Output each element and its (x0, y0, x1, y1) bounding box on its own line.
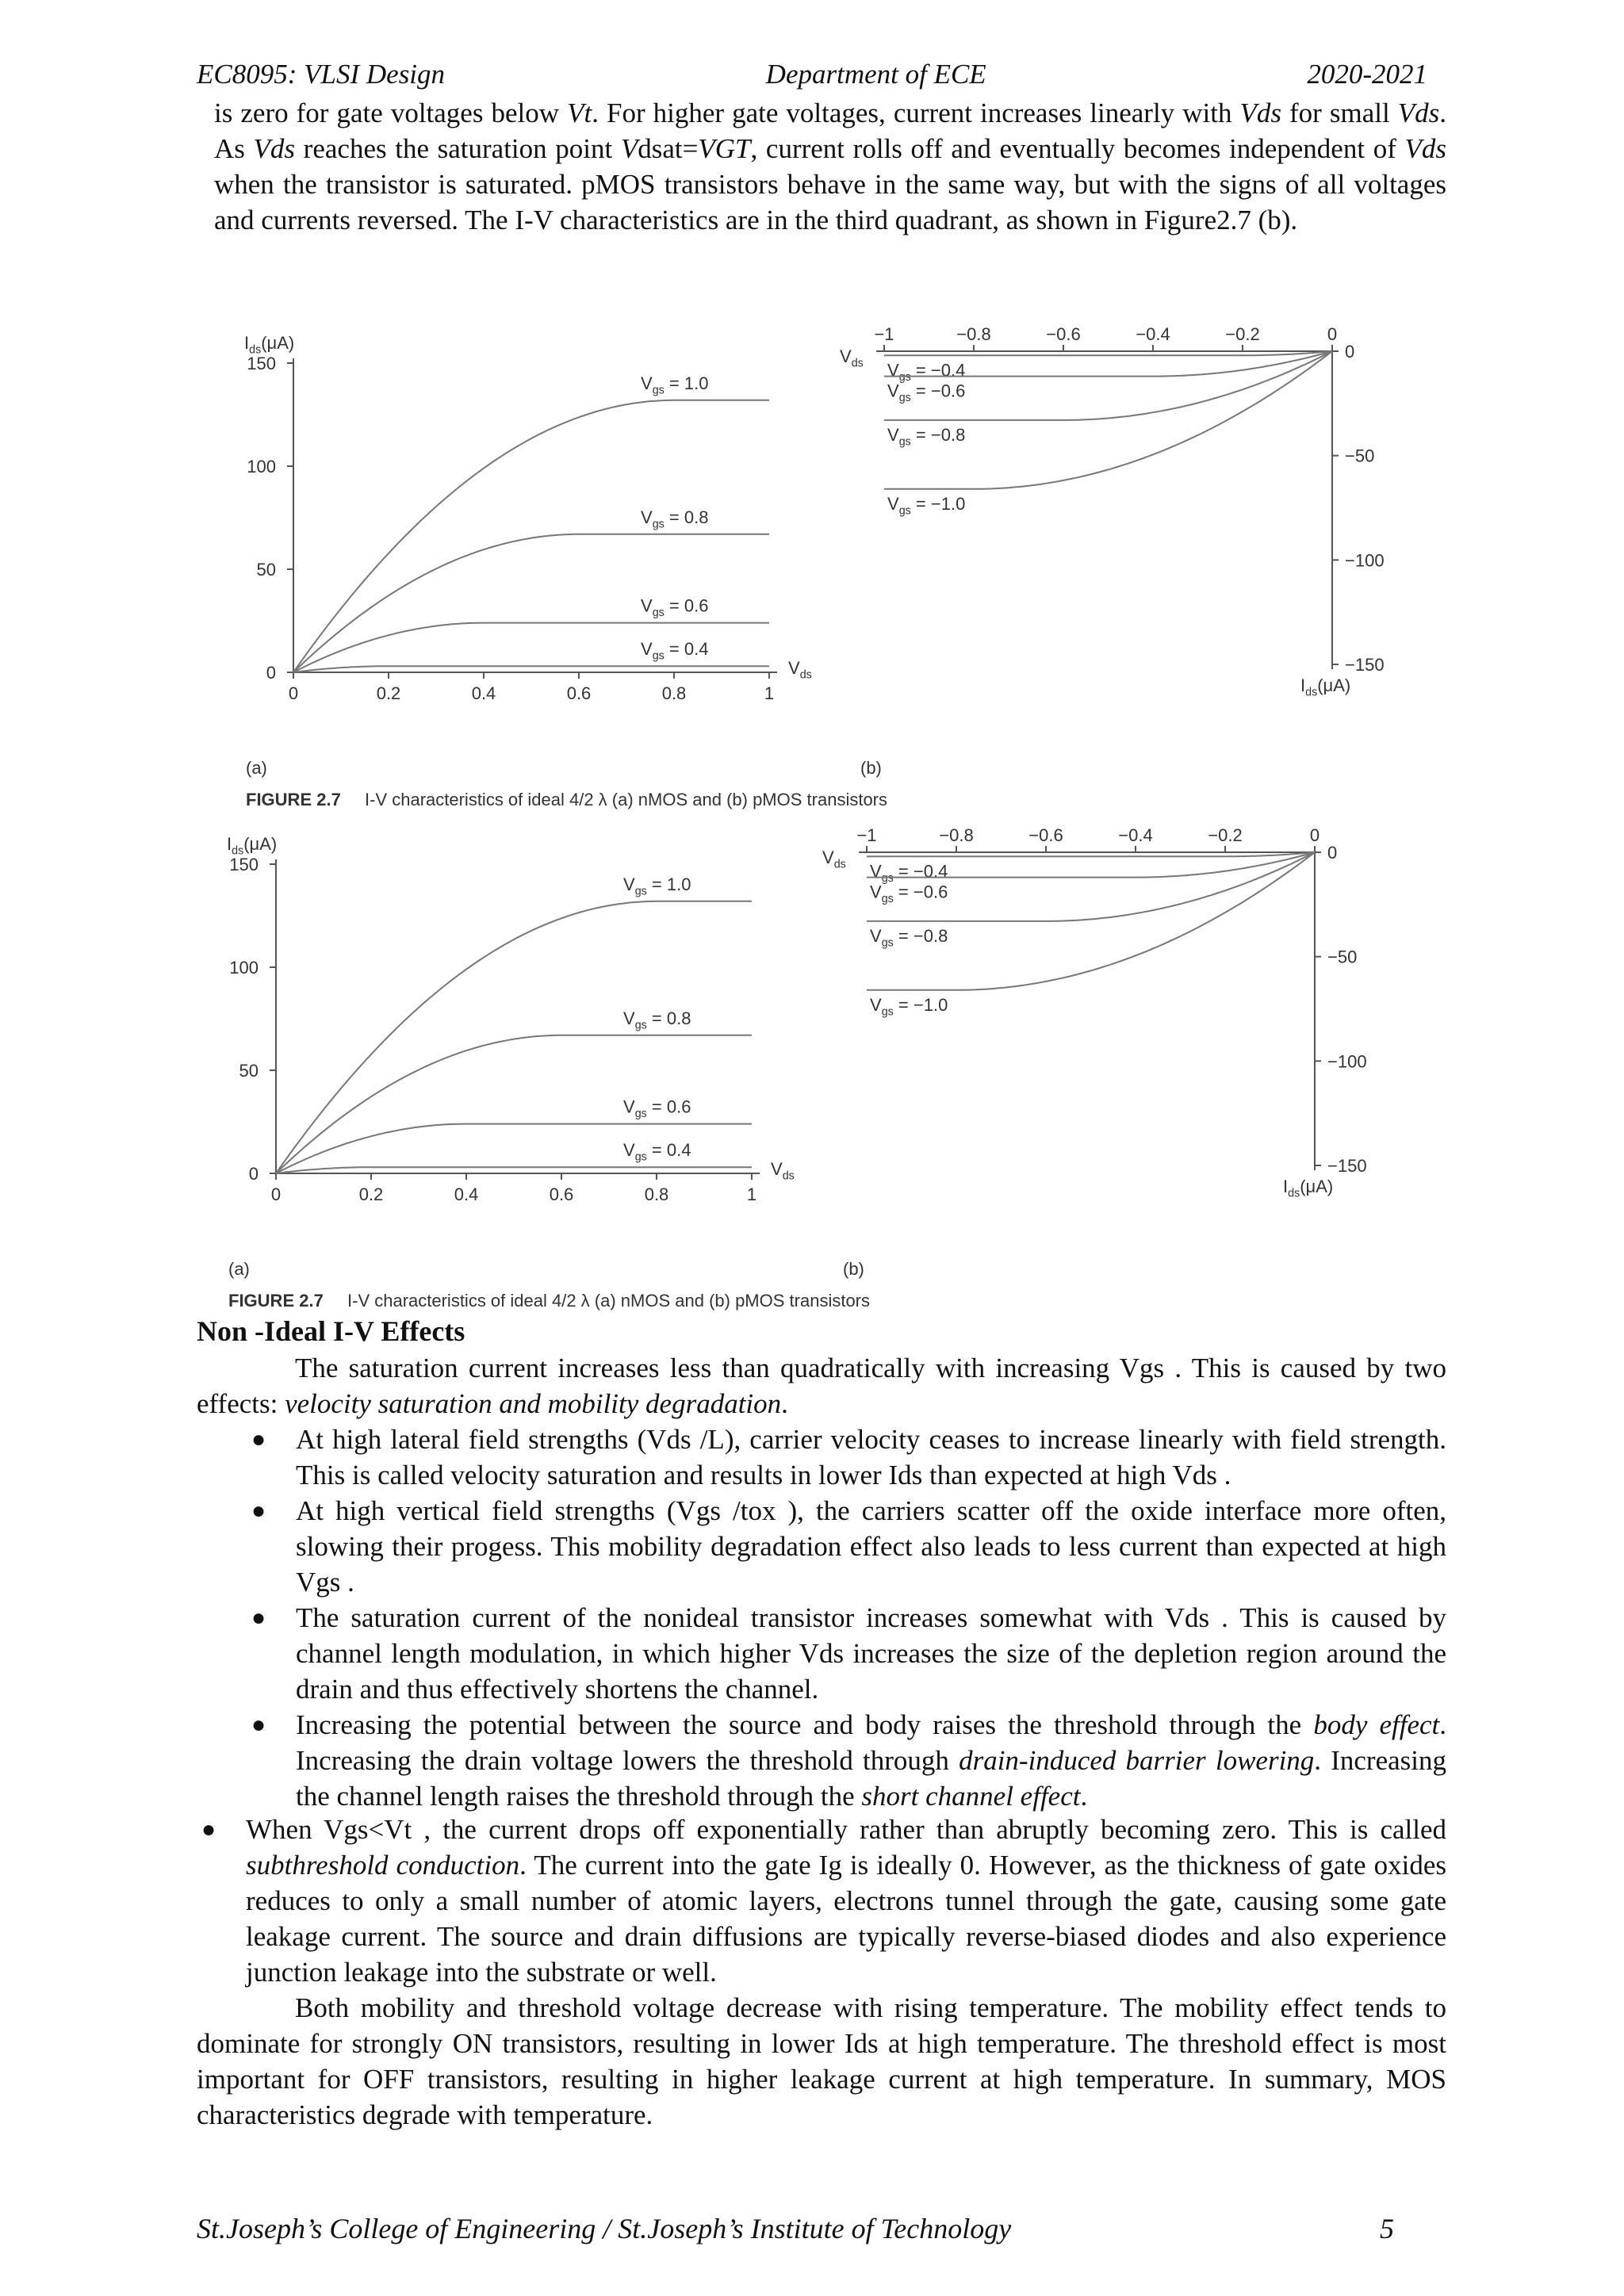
list-item-text: . The current into the gate Ig is ideally 0. However, as the thickness of gate oxides reduces to only a small number of atomic layers, electrons tunnel through the gate, causing some gate leakage current. The source and drain diffusions are typically reverse-biased diodes and also experience junction leakage into the substrate or well. (246, 1850, 1446, 1988)
panel-a-label: (a) (228, 1259, 250, 1279)
intro-vgt: VGT (698, 133, 751, 164)
section-heading: Non -Ideal I-V Effects (197, 1315, 465, 1347)
header-course: EC8095: VLSI Design (197, 59, 446, 90)
effects-list (251, 1422, 1447, 1814)
panel-a-x-tick-label: 1 (764, 683, 775, 703)
list-item-italic: short channel effect (861, 1781, 1081, 1812)
panel-b-y-tick-label: −150 (1345, 655, 1385, 675)
intro-text-7: when the transistor is saturated. pMOS transistors behave in the same way, but with the signs of all voltages and currents reversed. The I-V characteristics are in the third quadrant, as shown in Figure2.7 (b). (214, 169, 1446, 235)
panel-a-series-label: $V_{gs} = 1.0$ (623, 874, 691, 898)
panel-b-x-tick-label: −0.6 (1028, 825, 1063, 845)
list-item-italic: subthreshold conduction (246, 1850, 520, 1881)
p1-end: . (781, 1388, 788, 1419)
panel-a-y-tick-label: 150 (247, 354, 276, 373)
panel-a-x-axis-label: $V_{ds}$ (771, 1159, 795, 1183)
panel-b-y-tick-label: −100 (1345, 550, 1385, 571)
figure-caption-text: I-V characteristics of ideal 4/2 λ (a) nMOS and (b) pMOS transistors (347, 1291, 871, 1311)
panel-a-series-label: $V_{gs} = 0.8$ (623, 1008, 691, 1032)
panel-a-series-label: $V_{gs} = 1.0$ (641, 373, 709, 397)
panel-b-x-tick-label: −0.8 (939, 825, 974, 845)
footer-page-number: 5 (1380, 2213, 1394, 2244)
intro-text-5: reaches the saturation point (295, 133, 621, 164)
panel-b-label: (b) (860, 758, 882, 778)
bullet-icon: ● (201, 1816, 216, 1843)
panel-b-series-label: $V_{gs} = -0.8$ (870, 925, 948, 950)
panel-b-series-label: $V_{gs} = -0.4$ (887, 360, 966, 384)
intro-text-1: is zero for gate voltages below (214, 98, 568, 128)
intro-vt: Vt (567, 98, 592, 128)
panel-b-x-axis-label: $V_{ds}$ (840, 346, 864, 370)
header-department: Department of ECE (765, 59, 986, 90)
panel-a-y-tick-label: 100 (229, 958, 259, 978)
figure-caption-text: I-V characteristics of ideal 4/2 λ (a) nMOS and (b) pMOS transistors (365, 790, 888, 809)
panel-a-x-tick-label: 0 (288, 683, 299, 703)
panel-a-y-tick-label: 50 (256, 560, 276, 580)
panel-b-series-label: $V_{gs} = -0.4$ (870, 861, 948, 885)
panel-a-y-axis-label: $I_{ds}(\mu A)$ (244, 333, 295, 357)
intro-vds-2: Vds (1397, 98, 1440, 128)
panel-b-x-tick-label: −1 (856, 825, 877, 845)
panel-a-y-tick-label: 50 (239, 1061, 259, 1081)
panel-a-series-label: $V_{gs} = 0.4$ (641, 639, 709, 663)
list-item (251, 1707, 1447, 1814)
intro-paragraph (214, 95, 1446, 238)
panel-b-series-label: $V_{gs} = -0.6$ (887, 381, 966, 405)
header-year: 2020-2021 (1307, 59, 1427, 90)
panel-b-x-tick-label: −0.6 (1046, 324, 1081, 344)
bullet-icon: ● (251, 1605, 266, 1631)
panel-b-x-tick-label: −0.8 (956, 324, 991, 344)
page-footer (197, 2212, 1394, 2245)
panel-a-x-tick-label: 1 (746, 1184, 757, 1204)
list-item-text: At high lateral field strengths (Vds /L), carrier velocity ceases to increase linearly with field strength. This is called velocity saturation and results in lower Ids than expected at high Vds . (296, 1424, 1446, 1490)
panel-a-y-axis-label: $I_{ds}(\mu A)$ (227, 834, 278, 858)
panel-b-series-label: $V_{gs} = -0.8$ (887, 424, 966, 449)
panel-b-x-tick-label: −0.2 (1225, 324, 1260, 344)
panel-b-y-tick-label: 0 (1345, 342, 1355, 362)
panel-a-y-tick-label: 150 (229, 855, 259, 874)
p1-text: The saturation current increases less than quadratically with increasing Vgs . This is caused by two effects: (197, 1353, 1446, 1419)
panel-a-y-tick-label: 0 (248, 1164, 259, 1184)
panel-a-series-line (276, 901, 752, 1173)
panel-a-x-tick-label: 0.8 (644, 1184, 669, 1204)
panel-b-x-tick-label: 0 (1309, 825, 1320, 845)
list-item-text: . (1080, 1781, 1088, 1812)
list-item-text: . Increasing the channel length raises the threshold through the (296, 1745, 1446, 1812)
list-item-italic: body effect (1313, 1709, 1440, 1740)
list-item-text: At high vertical field strengths (Vgs /tox ), the carriers scatter off the oxide interface more often, slowing their progess. This mobility degradation effect also leads to less current than expected at high Vgs . (296, 1495, 1446, 1598)
list-item-text: The saturation current of the nonideal transistor increases somewhat with Vds . This is caused by channel length modulation, in which higher Vds increases the size of the depletion region around the drain and thus effectively shortens the channel. (296, 1602, 1446, 1705)
figure-iv-characteristics-1 (230, 323, 1427, 831)
bullet-icon: ● (251, 1426, 266, 1452)
panel-b-y-tick-label: −50 (1327, 947, 1358, 967)
panel-b-y-tick-label: −150 (1327, 1156, 1367, 1176)
panel-b-x-axis-label: $V_{ds}$ (822, 848, 846, 871)
bullet-icon: ● (251, 1498, 266, 1524)
panel-a-series-label: $V_{gs} = 0.4$ (623, 1140, 691, 1164)
page-header (197, 59, 1427, 94)
p1-italic: velocity saturation and mobility degradation (285, 1388, 782, 1419)
panel-a-x-tick-label: 0.4 (454, 1184, 479, 1204)
intro-dsat: dsat= (638, 133, 699, 164)
panel-a-series-line (293, 400, 769, 672)
panel-a-x-axis-label: $V_{ds}$ (788, 658, 812, 682)
panel-b-y-axis-label: $I_{ds}(\mu A)$ (1300, 675, 1351, 699)
panel-b-x-tick-label: −1 (874, 324, 894, 344)
figure-caption-label: FIGURE 2.7 (246, 790, 341, 809)
figure-caption-label: FIGURE 2.7 (228, 1291, 324, 1311)
panel-a-x-tick-label: 0.8 (661, 683, 687, 703)
panel-b-x-tick-label: −0.4 (1118, 825, 1153, 845)
panel-a-label: (a) (246, 758, 267, 778)
intro-text-3: for small (1281, 98, 1398, 128)
list-item (201, 1812, 1446, 1990)
panel-a-x-tick-label: 0.2 (376, 683, 401, 703)
figure-svg (213, 825, 1410, 1332)
panel-b-label: (b) (843, 1259, 864, 1279)
panel-a-series-label: $V_{gs} = 0.6$ (641, 595, 709, 620)
panel-a-series-line (293, 666, 769, 672)
panel-a-x-tick-label: 0.6 (566, 683, 592, 703)
panel-b-x-tick-label: 0 (1327, 324, 1338, 344)
panel-b-y-tick-label: −100 (1327, 1051, 1367, 1072)
list-item (251, 1493, 1446, 1600)
figure-iv-characteristics-2 (213, 825, 1410, 1332)
intro-vds-1: Vds (1239, 98, 1281, 128)
panel-a-y-tick-label: 100 (247, 457, 276, 476)
panel-a-x-tick-label: 0.6 (549, 1184, 574, 1204)
panel-b-y-axis-label: $I_{ds}(\mu A)$ (1283, 1177, 1334, 1200)
panel-a-x-tick-label: 0.2 (358, 1184, 384, 1204)
intro-vds-3: Vds (253, 133, 296, 164)
bullet-icon: ● (251, 1712, 266, 1738)
figure-svg (230, 323, 1427, 831)
section-paragraph-1 (197, 1350, 1446, 1422)
panel-b-series-label: $V_{gs} = -1.0$ (887, 493, 966, 518)
list-item-italic: drain-induced barrier lowering (959, 1745, 1315, 1776)
list-item-text: When Vgs<Vt , the current drops off exponentially rather than abruptly becoming zero. This is called (246, 1814, 1446, 1845)
intro-text-2: . For higher gate voltages, current increases linearly with (592, 98, 1240, 128)
panel-a-x-tick-label: 0 (270, 1184, 282, 1204)
panel-b-y-tick-label: −50 (1345, 446, 1375, 466)
panel-a-series-label: $V_{gs} = 0.8$ (641, 507, 709, 531)
panel-a-y-tick-label: 0 (266, 663, 276, 683)
intro-v: V (620, 133, 638, 164)
panel-a-series-label: $V_{gs} = 0.6$ (623, 1096, 691, 1121)
list-item (251, 1422, 1446, 1493)
panel-b-x-tick-label: −0.2 (1208, 825, 1243, 845)
panel-b-y-tick-label: 0 (1327, 843, 1338, 863)
panel-a-x-tick-label: 0.4 (471, 683, 496, 703)
intro-text-6: , current rolls off and eventually becomes independent of (750, 133, 1405, 164)
list-item-text: . Increasing the drain voltage lowers the threshold through (296, 1709, 1447, 1776)
intro-text-4: . As (214, 98, 1446, 164)
panel-b-series-label: $V_{gs} = -1.0$ (870, 994, 948, 1019)
panel-b-series-label: $V_{gs} = -0.6$ (870, 882, 948, 906)
panel-b-x-tick-label: −0.4 (1136, 324, 1170, 344)
list-item-text: Increasing the potential between the source and body raises the threshold through the (296, 1709, 1314, 1740)
list-item (251, 1600, 1446, 1707)
effects-list-outer (201, 1812, 1446, 1990)
section-paragraph-2: Both mobility and threshold voltage decrease with rising temperature. The mobility effect tends to dominate for strongly ON transistors, resulting in lower Ids at high temperature. The threshold effect is most important for OFF transistors, resulting in higher leakage current at high temperature. In summary, MOS characteristics degrade with temperature. (197, 1992, 1446, 2130)
panel-a-series-line (276, 1167, 752, 1173)
intro-vds-4: Vds (1404, 133, 1447, 164)
footer-institution: St.Joseph’s College of Engineering / St.Joseph’s Institute of Technology (197, 2213, 1012, 2244)
